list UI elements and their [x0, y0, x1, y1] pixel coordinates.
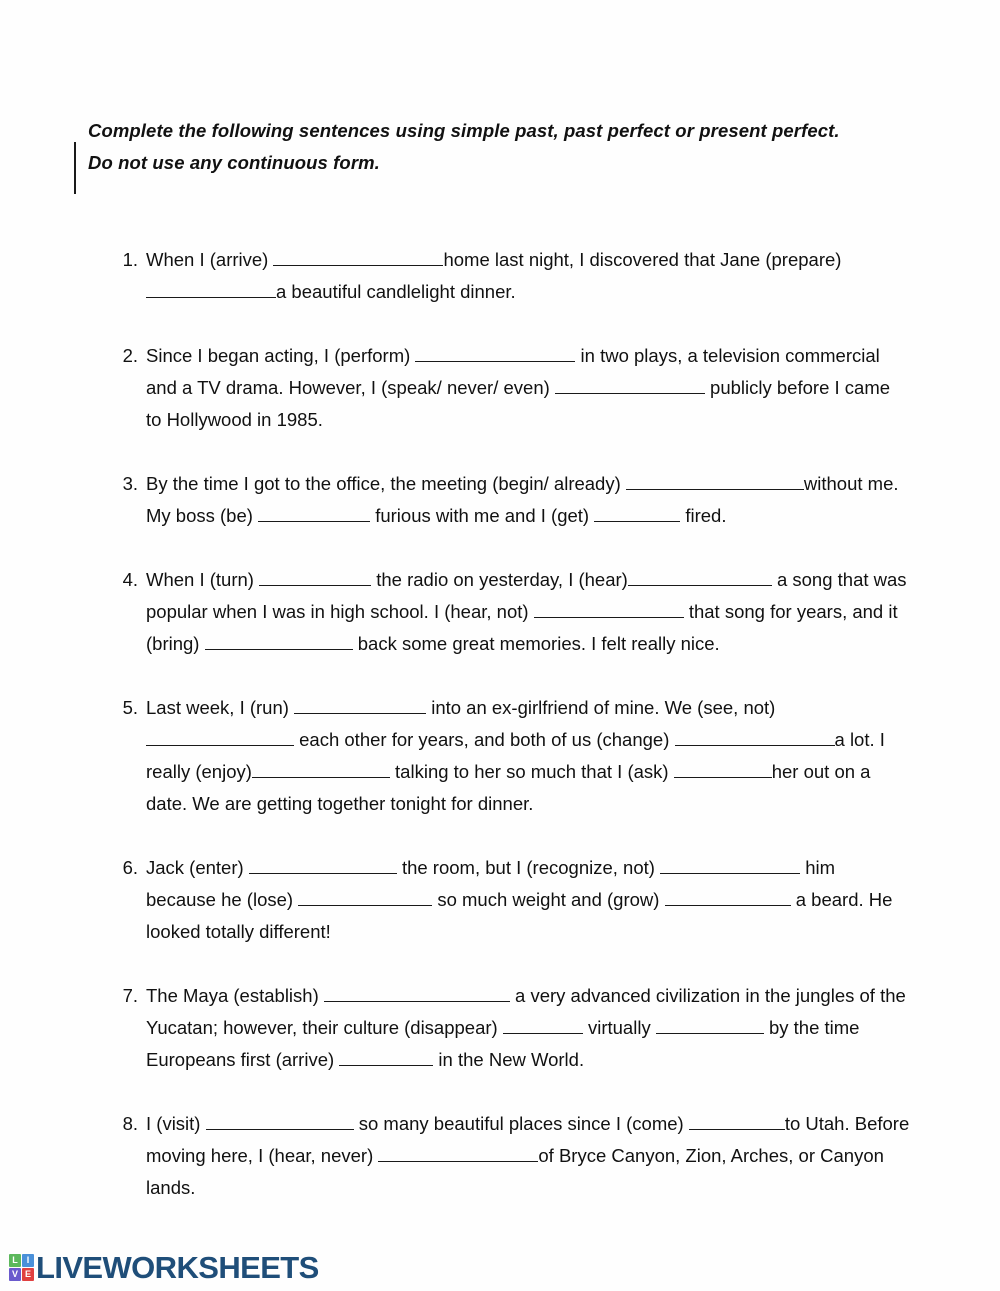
liveworksheets-logo — [9, 1252, 319, 1283]
sentence-fragment: publicly before I came to Hollywood in 1985. — [146, 377, 891, 430]
answer-blank[interactable] — [205, 634, 353, 650]
logo-letter-e: E — [22, 1268, 34, 1281]
logo-letter-i: I — [22, 1254, 34, 1267]
exercise-text — [146, 985, 910, 1102]
answer-blank[interactable] — [415, 346, 575, 362]
answer-blank[interactable] — [555, 378, 705, 394]
sentence-fragment: virtually — [582, 1017, 656, 1038]
answer-blank[interactable] — [273, 250, 443, 266]
exercise-item — [108, 244, 910, 340]
exercise-text — [146, 697, 910, 846]
exercise-item — [108, 852, 910, 980]
sentence-fragment: so much weight and (grow) — [432, 889, 665, 910]
exercise-item — [108, 1108, 910, 1236]
exercise-text — [146, 473, 910, 558]
exercise-number: 1. — [122, 249, 138, 270]
exercise-text — [146, 249, 910, 334]
sentence-fragment: of Bryce Canyon, Zion, Arches, or Canyon lands. — [146, 1145, 884, 1198]
sentence-fragment: so many beautiful places since I (come) — [353, 1113, 689, 1134]
answer-blank[interactable] — [626, 474, 804, 490]
instructions-line-2: Do not use any continuous form. — [88, 152, 380, 173]
sentence-fragment: a song that was popular when I was in high school. I (hear, not) — [146, 569, 907, 622]
instructions-line-1: Complete the following sentences using simple past, past perfect or present perfect. — [88, 120, 840, 141]
exercise-item — [108, 564, 910, 692]
sentence-fragment: a beard. He looked totally different! — [146, 889, 893, 942]
sentence-fragment: to Utah. Before moving here, I (hear, never) — [146, 1113, 910, 1166]
sentence-fragment: Jack (enter) — [146, 857, 249, 878]
sentence-fragment: home last night, I discovered that Jane (prepare) — [443, 249, 842, 270]
exercise-item — [108, 980, 910, 1108]
answer-blank[interactable] — [206, 1114, 354, 1130]
sentence-fragment: I (visit) — [146, 1113, 206, 1134]
exercise-text — [146, 569, 910, 686]
instructions-block — [88, 115, 918, 179]
sentence-fragment: each other for years, and both of us (change) — [294, 729, 675, 750]
exercise-text — [146, 857, 910, 974]
answer-blank[interactable] — [339, 1050, 433, 1066]
sentence-fragment: a beautiful candlelight dinner. — [276, 281, 516, 302]
answer-blank[interactable] — [689, 1114, 785, 1130]
sentence-fragment: talking to her so much that I (ask) — [389, 761, 674, 782]
sentence-fragment: back some great memories. I felt really nice. — [352, 633, 720, 654]
exercise-text — [146, 1113, 910, 1230]
exercise-number: 5. — [122, 697, 138, 718]
exercise-number: 6. — [122, 857, 138, 878]
sentence-fragment: by the time Europeans first (arrive) — [146, 1017, 860, 1070]
sentence-fragment: The Maya (establish) — [146, 985, 324, 1006]
answer-blank[interactable] — [594, 506, 680, 522]
sentence-fragment: that song for years, and it (bring) — [146, 601, 898, 654]
exercise-number: 3. — [122, 473, 138, 494]
sentence-fragment: the radio on yesterday, I (hear) — [371, 569, 628, 590]
answer-blank[interactable] — [249, 858, 397, 874]
answer-blank[interactable] — [628, 570, 772, 586]
answer-blank[interactable] — [660, 858, 800, 874]
answer-blank[interactable] — [298, 890, 432, 906]
exercise-item — [108, 692, 910, 852]
exercise-number: 2. — [122, 345, 138, 366]
sentence-fragment: Last week, I (run) — [146, 697, 295, 718]
answer-blank[interactable] — [146, 730, 294, 746]
sentence-fragment: the room, but I (recognize, not) — [396, 857, 661, 878]
sentence-fragment: furious with me and I (get) — [370, 505, 595, 526]
answer-blank[interactable] — [294, 698, 426, 714]
sentence-fragment: By the time I got to the office, the meeting (begin/ already) — [146, 473, 626, 494]
exercise-item — [108, 468, 910, 564]
sentence-fragment: a very advanced civilization in the jungles of the Yucatan; however, their culture (disappear) — [146, 985, 906, 1038]
exercise-text — [146, 345, 910, 462]
answer-blank[interactable] — [665, 890, 791, 906]
sentence-fragment: him because he (lose) — [146, 857, 836, 910]
answer-blank[interactable] — [324, 986, 510, 1002]
exercise-list — [108, 244, 910, 1236]
sentence-fragment: into an ex-girlfriend of mine. We (see, not) — [426, 697, 776, 718]
sentence-fragment: without me. My boss (be) — [146, 473, 899, 526]
logo-letter-v: V — [9, 1268, 21, 1281]
sentence-fragment: in the New World. — [433, 1049, 585, 1070]
sentence-fragment: When I (turn) — [146, 569, 260, 590]
answer-blank[interactable] — [378, 1146, 538, 1162]
answer-blank[interactable] — [259, 570, 371, 586]
sentence-fragment: her out on a date. We are getting together tonight for dinner. — [146, 761, 871, 814]
exercise-number: 8. — [122, 1113, 138, 1134]
answer-blank[interactable] — [656, 1018, 764, 1034]
answer-blank[interactable] — [534, 602, 684, 618]
sentence-fragment: When I (arrive) — [146, 249, 274, 270]
answer-blank[interactable] — [252, 762, 390, 778]
sentence-fragment: Since I began acting, I (perform) — [146, 345, 416, 366]
liveworksheets-mark-icon — [9, 1254, 34, 1281]
liveworksheets-wordmark: LIVEWORKSHEETS — [36, 1250, 319, 1285]
answer-blank[interactable] — [146, 282, 276, 298]
answer-blank[interactable] — [674, 762, 772, 778]
heading-vertical-rule — [74, 142, 76, 194]
answer-blank[interactable] — [503, 1018, 583, 1034]
sentence-fragment: a lot. I really (enjoy) — [146, 729, 885, 782]
answer-blank[interactable] — [675, 730, 835, 746]
logo-letter-l: L — [9, 1254, 21, 1267]
exercise-number: 7. — [122, 985, 138, 1006]
exercise-number: 4. — [122, 569, 138, 590]
sentence-fragment: in two plays, a television commercial and a TV drama. However, I (speak/ never/ even) — [146, 345, 880, 398]
sentence-fragment: fired. — [680, 505, 727, 526]
exercise-item — [108, 340, 910, 468]
answer-blank[interactable] — [258, 506, 370, 522]
